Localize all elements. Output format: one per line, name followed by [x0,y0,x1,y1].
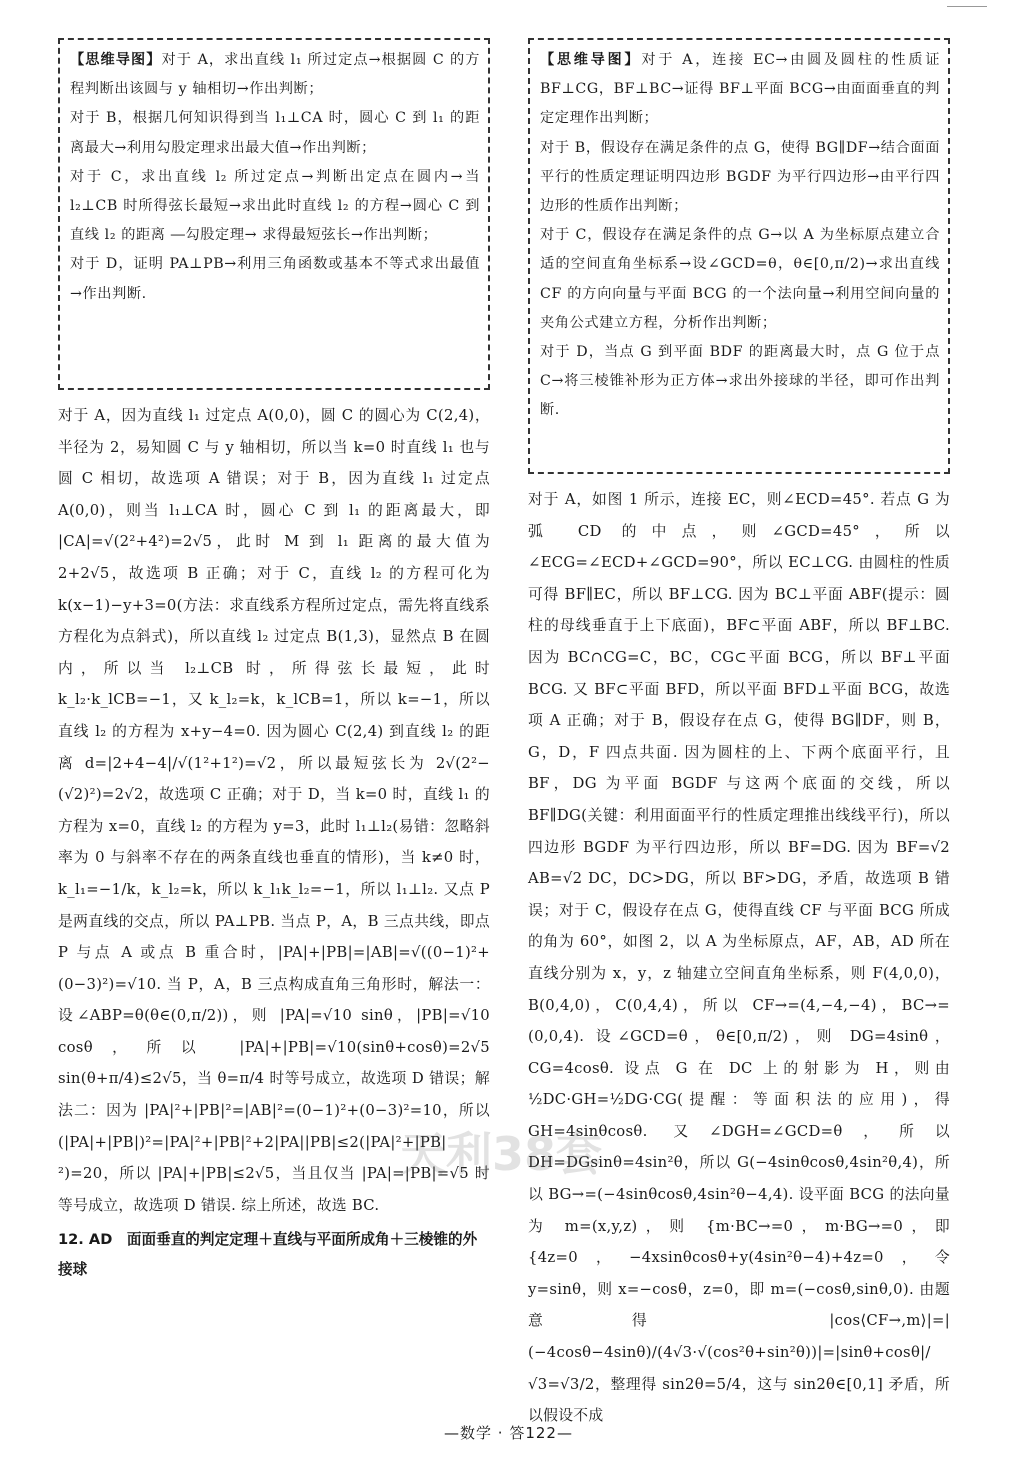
right-box-line-2: 对于 B，假设存在满足条件的点 G，使得 BG∥DF→结合面面平行的性质定理证明四边形 BGDF 为平行四边形→由平行四边形的性质作出判断； [540,139,940,215]
right-mind-map-box [528,38,950,474]
left-box-tag: 【思维导图】 [70,52,162,68]
right-box-tag: 【思维导图】 [540,52,642,68]
left-body-paragraph: 对于 A，因为直线 l₁ 过定点 A(0,0)，圆 C 的圆心为 C(2,4)，半径为 2，易知圆 C 与 y 轴相切，所以当 k=0 时直线 l₁ 也与圆 C 相切，故选项 A 错误；对于 B，因为直线 l₁ 过定点 A(0,0)，则当 l₁⊥CA 时，圆心 C 到 l₁ 的距离最大，即 |CA|=√(2²+4²)=2√5，此时 M 到 l₁ 距离的最大值为 2+2√5，故选项 B 正确；对于 C，直线 l₂ 的方程可化为 k(x−1)−y+3=0(方法：求直线系方程所过定点，需先将直线系方程化为点斜式)，所以直线 l₂ 过定点 B(1,3)，显然点 B 在圆内，所以当 l₂⊥CB 时，所得弦长最短，此时 k_l₂·k_lCB=−1，又 k_l₂=k，k_lCB=1，所以 k=−1，所以直线 l₂ 的方程为 x+y−4=0. 因为圆心 C(2,4) 到直线 l₂ 的距离 d=|2+4−4|/√(1²+1²)=√2，所以最短弦长为 2√(2²−(√2)²)=2√2，故选项 C 正确；对于 D，当 k=0 时，直线 l₁ 的方程为 x=0，直线 l₂ 的方程为 y=3，此时 l₁⊥l₂(易错：忽略斜率为 0 与斜率不存在的两条直线也垂直的情形)，当 k≠0 时，k_l₁=−1/k，k_l₂=k，所以 k_l₁k_l₂=−1，所以 l₁⊥l₂. 又点 P 是两直线的交点，所以 PA⊥PB. 当点 P，A，B 三点共线，即点 P 与点 A 或点 B 重合时，|PA|+|PB|=|AB|=√((0−1)²+(0−3)²)=√10. 当 P，A，B 三点构成直角三角形时，解法一：设∠ABP=θ(θ∈(0,π/2))，则 |PA|=√10 sinθ，|PB|=√10 cosθ，所以 |PA|+|PB|=√10(sinθ+cosθ)=2√5 sin(θ+π/4)≤2√5，当 θ=π/4 时等号成立，故选项 D 错误；解法二：因为 |PA|²+|PB|²=|AB|²=(0−1)²+(0−3)²=10，所以 (|PA|+|PB|)²=|PA|²+|PB|²+2|PA||PB|≤2(|PA|²+|PB|²)=20，所以 |PA|+|PB|≤2√5，当且仅当 |PA|=|PB|=√5 时等号成立，故选项 D 错误. 综上所述，故选 BC. [58,407,490,1214]
question-12-heading: 12. AD 面面垂直的判定定理＋直线与平面所成角＋三棱锥的外接球 [58,1231,478,1279]
left-box-line-4: 对于 D，证明 PA⊥PB→利用三角函数或基本不等式求出最值→作出判断. [70,256,480,302]
right-box-line-1: 【思维导图】对于 A，连接 EC→由圆及圆柱的性质证 BF⊥CG，BF⊥BC→证得 BF⊥平面 BCG→由面面垂直的判定定理作出判断； [540,52,940,127]
right-body-paragraph: 对于 A，如图 1 所示，连接 EC，则∠ECD=45°. 若点 G 为弧 CD 的中点，则∠GCD=45°，所以∠ECG=∠ECD+∠GCD=90°，所以 EC⊥CG. 由圆柱的性质可得 BF∥EC，所以 BF⊥CG. 因为 BC⊥平面 ABF(提示：圆柱的母线垂直于上下底面)，BF⊂平面 ABF，所以 BF⊥BC. 因为 BC∩CG=C，BC，CG⊂平面 BCG，所以 BF⊥平面 BCG. 又 BF⊂平面 BFD，所以平面 BFD⊥平面 BCG，故选项 A 正确；对于 B，假设存在点 G，使得 BG∥DF，则 B，G，D，F 四点共面. 因为圆柱的上、下两个底面平行，且 BF，DG 为平面 BGDF 与这两个底面的交线，所以 BF∥DG(关键：利用面面平行的性质定理推出线线平行)，所以四边形 BGDF 为平行四边形，所以 BF=DG. 因为 BF=√2 AB=√2 DC，DC>DG，所以 BF>DG，矛盾，故选项 B 错误；对于 C，假设存在点 G，使得直线 CF 与平面 BCG 所成的角为 60°，如图 2，以 A 为坐标原点，AF，AB，AD 所在直线分别为 x，y，z 轴建立空间直角坐标系，则 F(4,0,0)，B(0,4,0)，C(0,4,4)，所以 CF→=(4,−4,−4)，BC→=(0,0,4). 设∠GCD=θ，θ∈[0,π/2)，则 DG=4sinθ，CG=4cosθ. 设点 G 在 DC 上的射影为 H，则由 ½DC·GH=½DG·CG(提醒：等面积法的应用)，得 GH=4sinθcosθ. 又∠DGH=∠GCD=θ，所以 DH=DGsinθ=4sin²θ，所以 G(−4sinθcosθ,4sin²θ,4)，所以 BG→=(−4sinθcosθ,4sin²θ−4,4). 设平面 BCG 的法向量为 m=(x,y,z)，则 {m·BC→=0，m·BG→=0，即 {4z=0，−4xsinθcosθ+y(4sin²θ−4)+4z=0，令 y=sinθ，则 x=−cosθ，z=0，即 m=(−cosθ,sinθ,0). 由题意得 |cos⟨CF→,m⟩|=|(−4cosθ−4sinθ)/(4√3·√(cos²θ+sin²θ))|=|sinθ+cosθ|/√3=√3/2，整理得 sin2θ=5/4，这与 sin2θ∈[0,1] 矛盾，所以假设不成 [528,491,950,1425]
right-box-line-4: 对于 D，当点 G 到平面 BDF 的距离最大时，点 G 位于点 C→将三棱锥补形为正方体→求出外接球的半径，即可作出判断. [540,344,940,419]
right-box-line-3: 对于 C，假设存在满足条件的点 G→以 A 为坐标原点建立合适的空间直角坐标系→设∠GCD=θ，θ∈[0,π/2)→求出直线 CF 的方向向量与平面 BCG 的一个法向量→利用空间向量的夹角公式建立方程，分析作出判断； [540,227,940,331]
right-body [528,484,950,1432]
page-footer: —数学 · 答122— [444,1424,573,1442]
left-box-line-1: 【思维导图】对于 A，求出直线 l₁ 所过定点→根据圆 C 的方程判断出该圆与 y 轴相切→作出判断； [70,52,480,98]
left-body [58,400,490,1285]
watermark-logo: 天利38套 [400,1127,603,1181]
left-box-line-3: 对于 C，求出直线 l₂ 所过定点→判断出定点在圆内→当 l₂⊥CB 时所得弦长最短→求出此时直线 l₂ 的方程→圆心 C 到直线 l₂ 的距离 ―勾股定理→ 求得最短弦长→作出判断； [70,168,480,244]
left-mind-map-box [58,38,490,390]
left-box-line-2: 对于 B，根据几何知识得到当 l₁⊥CA 时，圆心 C 到 l₁ 的距离最大→利用勾股定理求出最大值→作出判断； [70,110,480,156]
corner-rule [947,6,987,7]
left-column [58,38,490,1285]
right-column [528,38,950,1432]
